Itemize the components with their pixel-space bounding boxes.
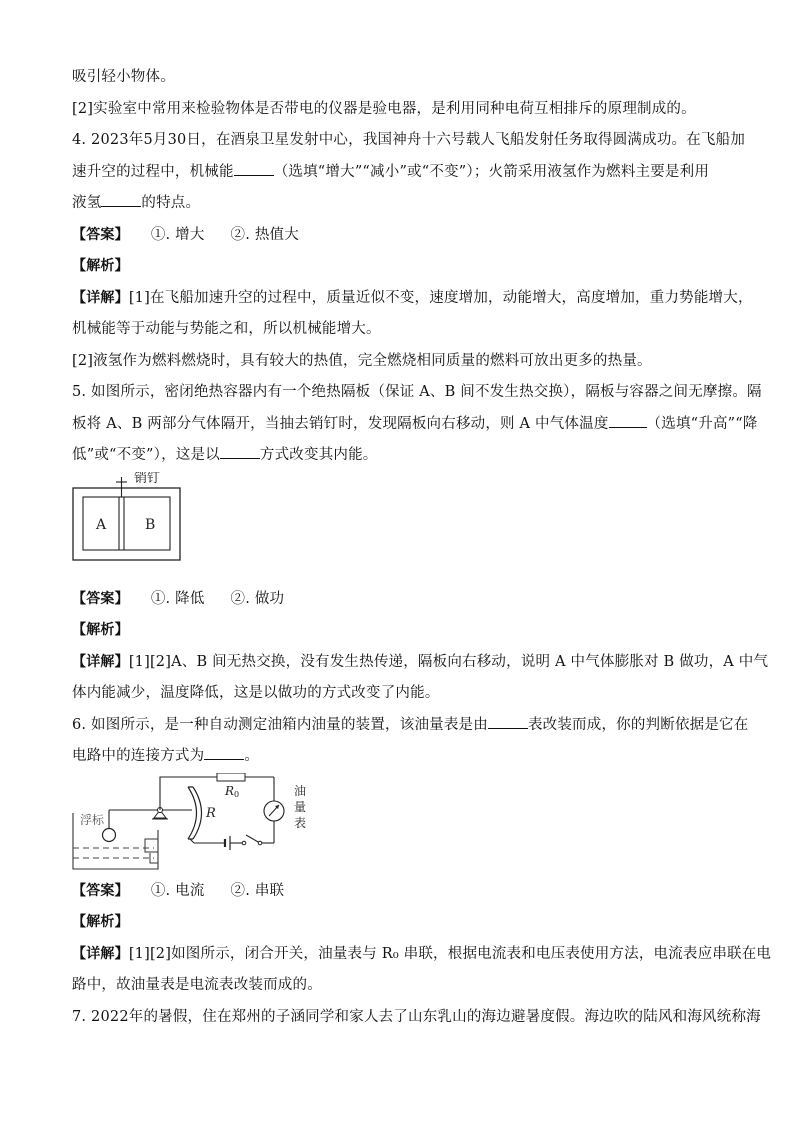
- meter-label-char: 表: [294, 815, 307, 830]
- container-diagram: [72, 472, 272, 584]
- float-label: 浮标: [80, 812, 105, 827]
- outlet-pipe: [145, 839, 158, 852]
- question-6-stem: 电路中的连接方式为 。: [72, 741, 722, 773]
- answer-row: [72, 220, 722, 252]
- analysis-row: [72, 907, 722, 939]
- resistor-r-label: R: [206, 805, 216, 821]
- detail-label: 【详解】: [72, 289, 129, 306]
- answer-blank: [101, 192, 141, 207]
- container-partition-figure: [72, 472, 722, 584]
- question-5-stem: 板将 A、B 两部分气体隔开，当抽去销钉时，发现隔板向右移动，则 A 中气体温度 （选填“升高”“降: [72, 409, 722, 441]
- question-6-stem: 6. 如图所示，是一种自动测定油箱内油量的装置，该油量表是由 表改装而成，你的判断依据是它在: [72, 710, 722, 742]
- detail-row: 【详解】[1][2]如图所示，闭合开关，油量表与 R₀ 串联，根据电流表和电压表使用方法，电流表应串联在电: [72, 945, 772, 962]
- answer-label: 【答案】: [72, 226, 129, 243]
- oil-gauge-circuit-figure: [72, 773, 722, 876]
- answer-option: ①. 增大: [150, 226, 205, 243]
- answer-option: ①. 电流: [150, 882, 205, 899]
- answer-label: 【答案】: [72, 590, 129, 607]
- text-line: 吸引轻小物体。: [72, 69, 175, 85]
- text-line: 路中，故油量表是电流表改装而成的。: [72, 977, 322, 993]
- circuit-diagram: [72, 773, 312, 876]
- analysis-label: 【解析】: [72, 258, 129, 274]
- resistor-r-icon: [188, 787, 197, 839]
- detail-label: 【详解】: [72, 945, 129, 962]
- resistor-r0-icon: [217, 773, 245, 781]
- meter-label-char: 量: [294, 799, 307, 814]
- detail-row: 【详解】[1][2]A、B 间无热交换，没有发生热传递，隔板向右移动，说明 A 中气体膨胀对 B 做功，A 中气: [72, 653, 769, 670]
- chamber-a-label: A: [96, 516, 107, 533]
- answer-row: [72, 876, 722, 908]
- answer-blank: [234, 161, 274, 176]
- switch-icon: [246, 835, 260, 843]
- detail-row: 【详解】[1]在飞船加速升空的过程中，质量近似不变，速度增加，动能增大，高度增加，重力势能增大，: [72, 289, 753, 306]
- answer-option: ②. 串联: [230, 882, 285, 899]
- answer-blank: [204, 745, 244, 760]
- outer-container: [73, 488, 180, 560]
- question-4-stem: 液氢 的特点。: [72, 188, 722, 220]
- resistor-r0-label: R0: [225, 783, 240, 799]
- text-line: [2]液氢作为燃料燃烧时，具有较大的热值，完全燃烧相同质量的燃料可放出更多的热量。: [72, 352, 652, 369]
- answer-blank: [220, 444, 260, 459]
- question-4-stem: 4. 2023年5月30日，在酒泉卫星发射中心，我国神舟十六号载人飞船发射任务取得圆满成功。在飞船加: [72, 132, 746, 148]
- answer-blank: [609, 413, 647, 428]
- answer-option: ②. 做功: [230, 590, 285, 607]
- analysis-row: [72, 615, 722, 647]
- detail-label: 【详解】: [72, 653, 129, 670]
- document-page: [72, 62, 772, 1033]
- question-5-stem: 低”或“不变”），这是以 方式改变其内能。: [72, 440, 722, 472]
- wire: [160, 777, 192, 810]
- question-7-stem: 7. 2022年的暑假，住在郑州的子涵同学和家人去了山东乳山的海边避暑度假。海边吹的陆风和海风统称海: [72, 1008, 761, 1025]
- resistor-r-icon: [193, 787, 202, 839]
- analysis-label: 【解析】: [72, 622, 129, 638]
- pin-label: 销钉: [134, 471, 161, 486]
- answer-row: [72, 584, 722, 616]
- question-4-stem: 速升空的过程中，机械能 （选填“增大”“减小”或“不变”）；火箭采用液氢作为燃料主要是利用: [72, 157, 722, 189]
- answer-label: 【答案】: [72, 882, 129, 899]
- answer-blank: [488, 714, 528, 729]
- text-line: 机械能等于动能与势能之和，所以机械能增大。: [72, 321, 381, 337]
- text-line: 体内能减少，温度降低，这是以做功的方式改变了内能。: [72, 685, 440, 701]
- chamber-b-label: B: [145, 516, 156, 533]
- analysis-label: 【解析】: [72, 914, 129, 930]
- text-line: [2]实验室中常用来检验物体是否带电的仪器是验电器，是利用同种电荷互相排斥的原理制成的。: [72, 100, 696, 117]
- answer-option: ①. 降低: [150, 590, 205, 607]
- question-5-stem: 5. 如图所示，密闭绝热容器内有一个绝热隔板（保证 A、B 间不发生热交换），隔板与容器之间无摩擦。隔: [72, 384, 762, 400]
- answer-option: ②. 热值大: [230, 226, 299, 243]
- meter-label-char: 油: [294, 783, 307, 798]
- float-icon: [103, 828, 116, 841]
- analysis-row: [72, 251, 722, 283]
